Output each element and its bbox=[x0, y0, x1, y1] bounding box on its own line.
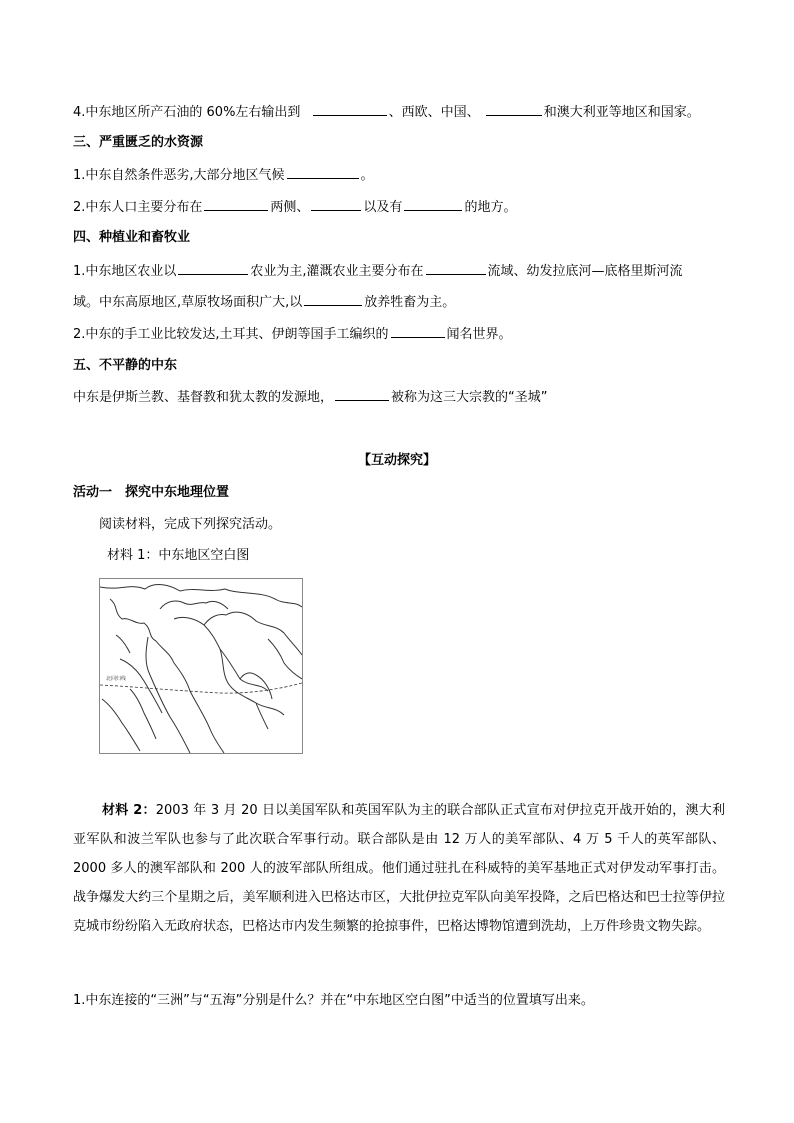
sec3-line-1 bbox=[73, 166, 374, 185]
sec4-l1-text-a: 1.中东地区农业以 bbox=[73, 264, 177, 279]
tropic-label: 北回归线 bbox=[106, 676, 127, 682]
question-4 bbox=[73, 103, 700, 122]
interactive-heading: 【互动探究】 bbox=[357, 453, 436, 468]
sec3-l2-text-d: 的地方。 bbox=[464, 200, 517, 215]
blank-herding[interactable] bbox=[304, 293, 362, 306]
sec5-line-1 bbox=[73, 388, 548, 407]
sec4-l3-text-a: 2.中东的手工业比较发达,土耳其、伊朗等国手工编织的 bbox=[73, 327, 389, 342]
activity-1-title: 活动一 探究中东地理位置 bbox=[73, 485, 230, 500]
sec4-l1-text-c: 流域、幼发拉底河—底格里斯河流 bbox=[487, 264, 683, 279]
sec3-l1-text-b: 。 bbox=[360, 168, 374, 183]
tropic-line bbox=[100, 683, 302, 693]
blank-irrigation[interactable] bbox=[426, 262, 486, 275]
q4-text-a: 4.中东地区所产石油的 60%左右输出到 bbox=[73, 105, 301, 120]
blank-climate[interactable] bbox=[287, 166, 359, 179]
sec3-l2-text-a: 2.中东人口主要分布在 bbox=[73, 200, 203, 215]
blank-handicraft[interactable] bbox=[391, 325, 445, 338]
blank-q4-2[interactable] bbox=[486, 103, 542, 116]
sec4-line-2 bbox=[73, 293, 455, 312]
material-2-label: 材料 2： bbox=[102, 803, 156, 818]
material-2-paragraph bbox=[73, 796, 725, 941]
section-3-title: 三、严重匮乏的水资源 bbox=[73, 135, 204, 150]
q4-text-b: 、西欧、中国、 bbox=[388, 105, 480, 120]
question-1: 1.中东连接的“三洲”与“五海”分别是什么？并在“中东地区空白图”中适当的位置填写出来。 bbox=[73, 993, 594, 1008]
material-2-body: 2003 年 3 月 20 日以美国军队和英国军队为主的联合部队正式宣布对伊拉克开战开始的，澳大利亚军队和波兰军队也参与了此次联合军事行动。联合部队是由 12 万人的美军部队、4 万 5 千人的英军部队、2000 多人的澳军部队和 200 人的波军部队所组成。他们通过驻扎在科威特的美军基地正式对伊发动军事打击。战争爆发大约三个星期之后，美军顺利进入巴格达市区，大批伊拉克军队向美军投降，之后巴格达和巴士拉等伊拉克城市纷纷陷入无政府状态，巴格达市内发生频繁的抢掠事件，巴格达博物馆遭到洗劫，上万件珍贵文物失踪。 bbox=[73, 803, 726, 934]
sec3-l1-text-a: 1.中东自然条件恶劣,大部分地区气候 bbox=[73, 168, 285, 183]
sec3-line-2 bbox=[73, 198, 516, 217]
sec4-l1-text-b: 农业为主,灌溉农业主要分布在 bbox=[250, 264, 424, 279]
q4-text-c: 和澳大利亚等地区和国家。 bbox=[543, 105, 700, 120]
sec5-l1-text-b: 被称为这三大宗教的“圣城” bbox=[391, 390, 548, 405]
sec3-l2-text-c: 以及有 bbox=[363, 200, 403, 215]
middle-east-blank-map[interactable] bbox=[99, 578, 303, 754]
sec5-l1-text-a: 中东是伊斯兰教、基督教和犹太教的发源地， bbox=[73, 390, 334, 405]
section-5-title: 五、不平静的中东 bbox=[73, 358, 178, 373]
blank-population-3[interactable] bbox=[404, 198, 462, 211]
section-4-title: 四、种植业和畜牧业 bbox=[73, 230, 191, 245]
blank-population-1[interactable] bbox=[204, 198, 268, 211]
instruction-text: 阅读材料，完成下列探究活动。 bbox=[99, 517, 282, 532]
blank-population-2[interactable] bbox=[311, 198, 361, 211]
map-outline-svg bbox=[100, 579, 302, 753]
blank-agriculture[interactable] bbox=[178, 262, 248, 275]
blank-holy-city[interactable] bbox=[335, 388, 389, 401]
sec4-l2-text-a: 域。中东高原地区,草原牧场面积广大,以 bbox=[73, 295, 303, 310]
sec4-line-1 bbox=[73, 262, 683, 281]
material-1-caption: 材料 1：中东地区空白图 bbox=[107, 548, 250, 563]
sec4-l2-text-b: 放养牲畜为主。 bbox=[364, 295, 456, 310]
sec4-line-3 bbox=[73, 325, 512, 344]
sec3-l2-text-b: 两侧、 bbox=[270, 200, 310, 215]
blank-q4-1[interactable] bbox=[313, 103, 387, 116]
sec4-l3-text-b: 闻名世界。 bbox=[446, 327, 512, 342]
